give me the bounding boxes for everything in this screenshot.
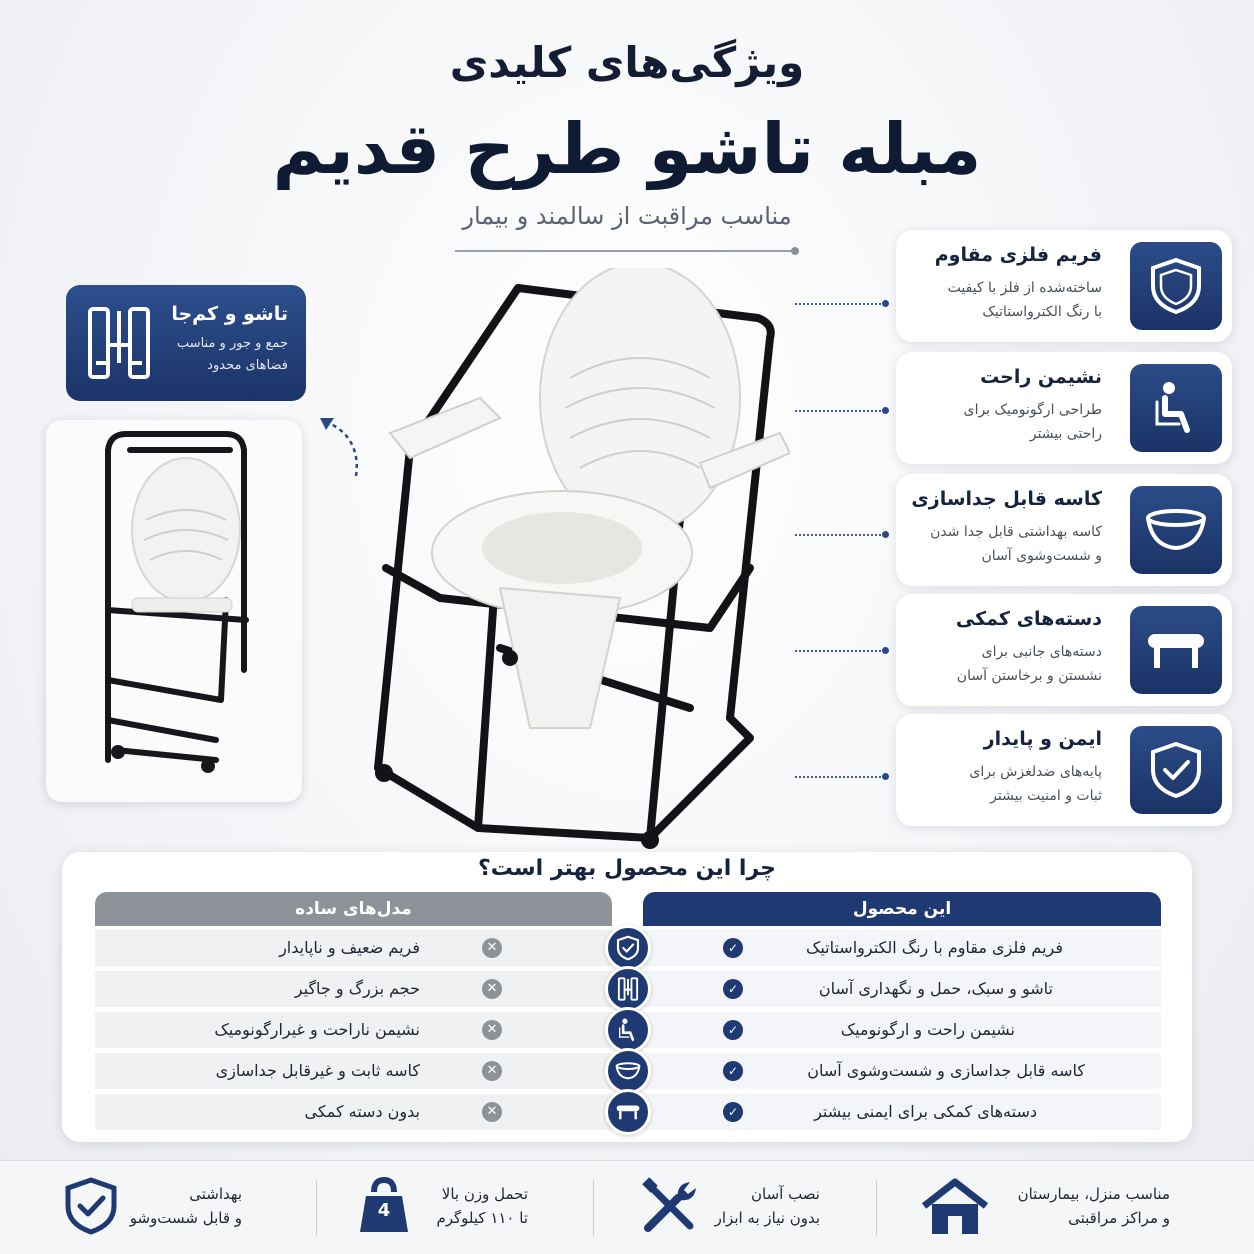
comparison-header-basic: مدل‌های ساده <box>95 892 612 926</box>
feature-connector <box>795 534 885 536</box>
armrest-icon <box>1130 606 1222 694</box>
seated-person-icon <box>605 1007 651 1053</box>
shield-check-icon <box>64 1176 118 1236</box>
feature-title: ایمن و پایدار <box>983 728 1102 750</box>
feature-card-armrest <box>896 594 1232 706</box>
table-row <box>643 1094 1161 1130</box>
feature-title: دسته‌های کمکی <box>955 608 1102 630</box>
basic-model-item: حجم بزرگ و جاگیر <box>294 979 420 998</box>
feature-card-safety <box>896 714 1232 826</box>
header-divider <box>455 250 795 252</box>
check-icon: ✓ <box>723 979 743 999</box>
table-row <box>95 1053 612 1089</box>
product-item: فریم فلزی مقاوم با رنگ الکترواستاتیک <box>806 938 1063 957</box>
shield-icon <box>1130 242 1222 330</box>
check-icon: ✓ <box>723 1020 743 1040</box>
feature-connector <box>795 650 885 652</box>
connector-dot <box>882 407 889 414</box>
bottom-feature-line2: بدون نیاز به ابزار <box>714 1209 820 1227</box>
header-subtitle: ویژگی‌های کلیدی <box>449 38 805 87</box>
product-item: دسته‌های کمکی برای ایمنی بیشتر <box>814 1102 1037 1121</box>
bottom-feature-line1: نصب آسان <box>750 1185 820 1203</box>
feature-desc-1: پایه‌های ضدلغزش برای <box>969 764 1102 780</box>
feature-desc-2: با رنگ الکترواستاتیک <box>982 304 1102 320</box>
house-icon <box>920 1178 990 1236</box>
table-row <box>643 930 1161 966</box>
bottom-feature <box>64 1172 264 1242</box>
connector-dot <box>882 300 889 307</box>
table-row <box>643 971 1161 1007</box>
feature-connector <box>795 410 885 412</box>
table-row <box>95 971 612 1007</box>
table-row <box>643 1012 1161 1048</box>
header-tagline: مناسب مراقبت از سالمند و بیمار <box>462 202 792 230</box>
armrest-icon <box>605 1089 651 1135</box>
feature-desc-1: دسته‌های جانبی برای <box>981 644 1102 660</box>
foldable-desc-1: جمع و جور و مناسب <box>176 336 288 351</box>
divider <box>316 1180 317 1236</box>
basic-model-item: بدون دسته کمکی <box>304 1102 420 1121</box>
header-divider-dot <box>791 247 799 255</box>
weight-badge: 4 <box>377 1200 391 1221</box>
folding-chair-icon <box>605 966 651 1012</box>
product-item: تاشو و سبک، حمل و نگهداری آسان <box>818 979 1053 998</box>
bottom-feature-line2: و قابل شست‌وشو <box>129 1209 242 1227</box>
feature-desc-1: کاسه بهداشتی قابل جدا شدن <box>930 524 1102 540</box>
seated-person-icon <box>1130 364 1222 452</box>
bottom-feature-line2: تا ۱۱۰ کیلوگرم <box>436 1209 528 1227</box>
feature-connector <box>795 776 885 778</box>
feature-card-frame <box>896 230 1232 342</box>
folded-chair-image <box>46 420 302 802</box>
connector-dot <box>882 773 889 780</box>
feature-title: فریم فلزی مقاوم <box>934 244 1102 266</box>
cross-icon: ✕ <box>482 1102 502 1122</box>
bottom-feature <box>640 1172 860 1242</box>
feature-card-seat <box>896 352 1232 464</box>
bottom-feature-line2: و مراکز مراقبتی <box>1068 1209 1170 1227</box>
basic-model-item: نشیمن ناراحت و غیرارگونومیک <box>214 1020 420 1039</box>
foldable-badge <box>66 285 306 401</box>
bottom-feature-line1: بهداشتی <box>189 1185 242 1203</box>
shield-check-icon <box>1130 726 1222 814</box>
shield-check-icon <box>605 925 651 971</box>
feature-desc-2: نشستن و برخاستن آسان <box>956 668 1102 684</box>
bottom-feature <box>358 1172 558 1242</box>
folding-chair-icon <box>84 303 154 383</box>
cross-icon: ✕ <box>482 1061 502 1081</box>
feature-title: نشیمن راحت <box>980 366 1102 388</box>
basic-model-item: فریم ضعیف و ناپایدار <box>279 938 420 957</box>
feature-desc-1: ساخته‌شده از فلز با کیفیت <box>947 280 1102 296</box>
feature-card-bowl <box>896 474 1232 586</box>
comparison-header-product: این محصول <box>643 892 1161 926</box>
connector-dot <box>882 647 889 654</box>
check-icon: ✓ <box>723 1061 743 1081</box>
cross-icon: ✕ <box>482 979 502 999</box>
divider <box>876 1180 877 1236</box>
foldable-title: تاشو و کم‌جا <box>171 303 288 325</box>
table-row <box>95 930 612 966</box>
table-row <box>95 1012 612 1048</box>
bowl-icon <box>1130 486 1222 574</box>
commode-chair-image <box>350 268 790 858</box>
feature-connector <box>795 303 885 305</box>
tools-icon <box>640 1176 700 1236</box>
product-item: کاسه قابل جداسازی و شست‌وشوی آسان <box>807 1061 1085 1080</box>
basic-model-item: کاسه ثابت و غیرقابل جداسازی <box>215 1061 420 1080</box>
check-icon: ✓ <box>723 938 743 958</box>
feature-desc-1: طراحی ارگونومیک برای <box>963 402 1102 418</box>
bottom-feature-line1: تحمل وزن بالا <box>441 1185 528 1203</box>
connector-dot <box>882 531 889 538</box>
foldable-desc-2: فضاهای محدود <box>207 358 288 373</box>
bottom-feature-line1: مناسب منزل، بیمارستان <box>1017 1185 1170 1203</box>
bottom-feature <box>920 1172 1210 1242</box>
table-row <box>643 1053 1161 1089</box>
feature-desc-2: راحتی بیشتر <box>1029 426 1102 442</box>
feature-desc-2: و شست‌وشوی آسان <box>981 548 1102 564</box>
table-row <box>95 1094 612 1130</box>
feature-title: کاسه قابل جداسازی <box>911 488 1102 510</box>
bowl-icon <box>605 1048 651 1094</box>
check-icon: ✓ <box>723 1102 743 1122</box>
page-title: مبله تاشو طرح قدیم <box>272 108 982 190</box>
feature-desc-2: ثبات و امنیت بیشتر <box>990 788 1102 804</box>
product-item: نشیمن راحت و ارگونومیک <box>840 1020 1015 1039</box>
cross-icon: ✕ <box>482 1020 502 1040</box>
divider <box>593 1180 594 1236</box>
comparison-title: چرا این محصول بهتر است؟ <box>477 856 777 881</box>
cross-icon: ✕ <box>482 938 502 958</box>
